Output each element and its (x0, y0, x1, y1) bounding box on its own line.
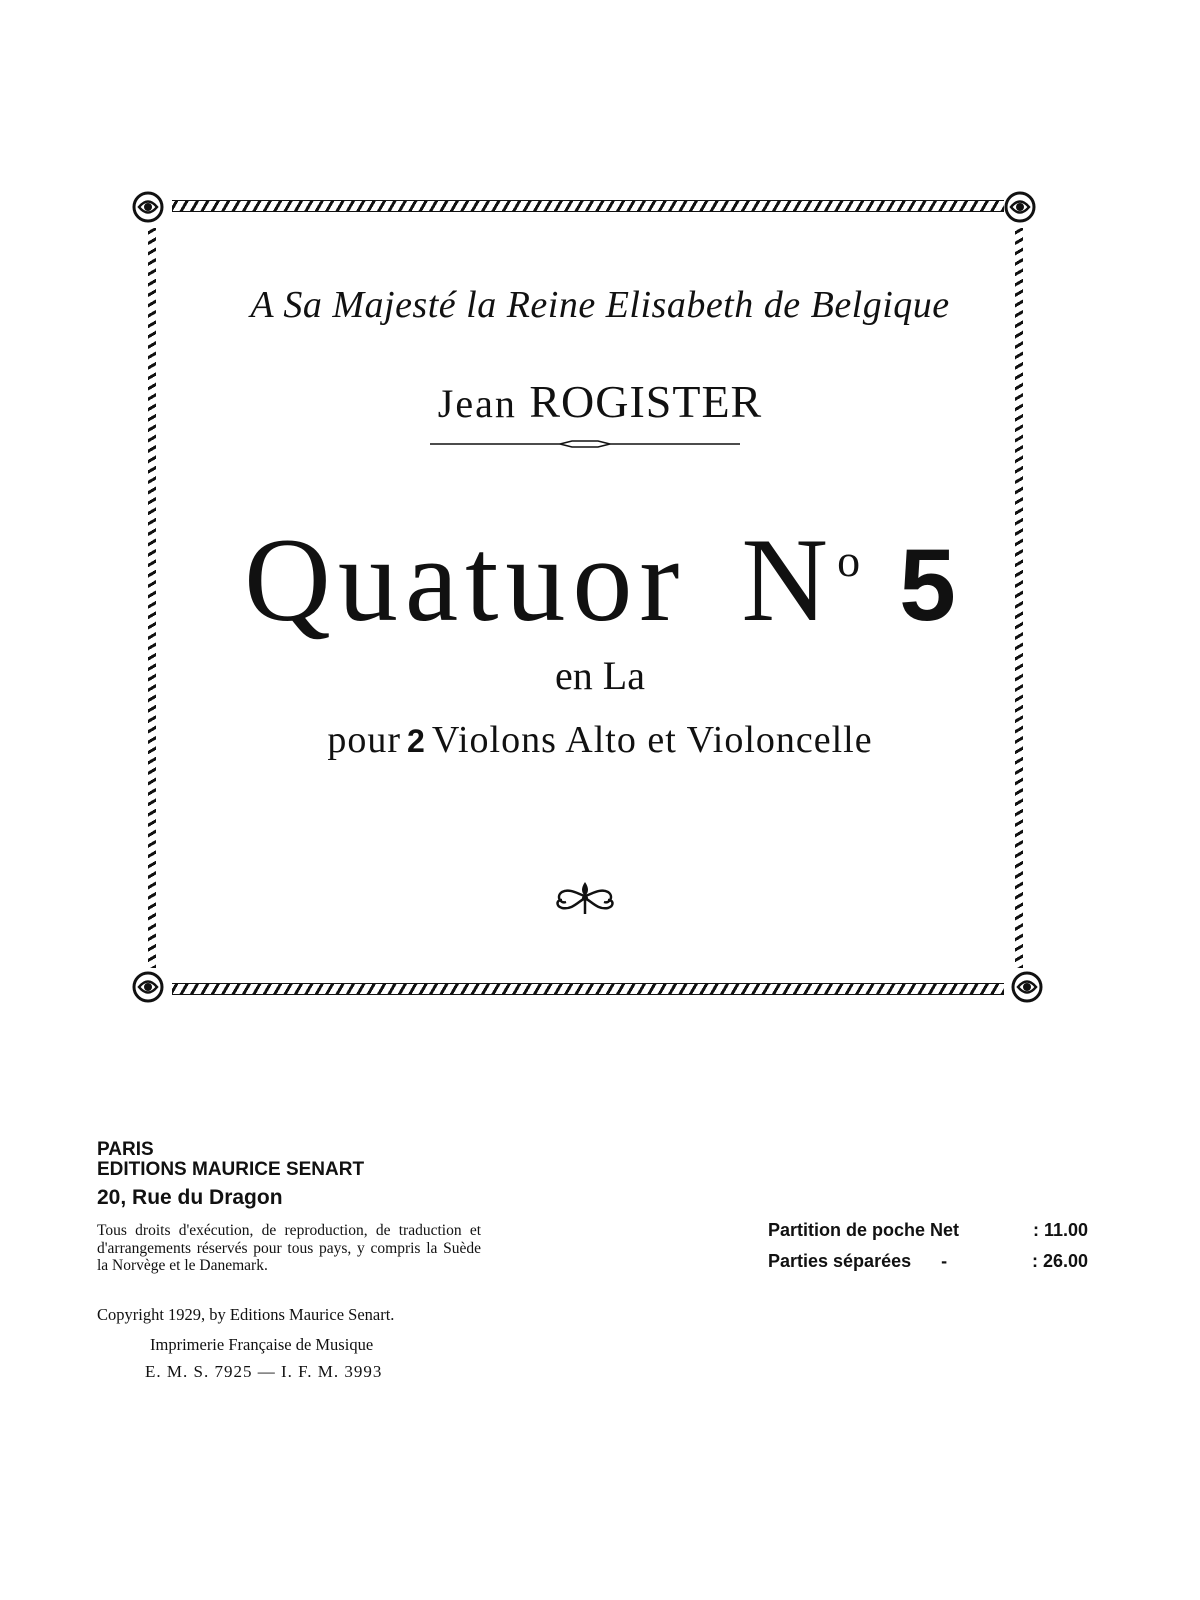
publisher-name: EDITIONS MAURICE SENART (97, 1159, 365, 1180)
composer-name (0, 375, 1200, 428)
price-row (768, 1220, 1088, 1251)
price-list (768, 1220, 1088, 1282)
printer-name: Imprimerie Française de Musique (150, 1335, 374, 1354)
instrumentation-count: 2 (407, 723, 426, 759)
price-label: Partition de poche Net (768, 1220, 960, 1240)
composer-last-name: ROGISTER (529, 376, 763, 427)
work-title-word: Quatuor (244, 513, 687, 646)
divider-rule (430, 439, 740, 449)
instrumentation-prefix: pour (327, 719, 402, 761)
publisher-city: PARIS (97, 1139, 154, 1160)
price-label: Parties séparées - (768, 1251, 948, 1271)
instrumentation-list: Violons Alto et Violoncelle (431, 719, 873, 761)
key-signature: en La (555, 653, 645, 698)
copyright-notice: Copyright 1929, by Editions Maurice Senart. (97, 1305, 395, 1324)
frame-top-border (172, 200, 1004, 212)
price-row (768, 1251, 1088, 1282)
price-value: : 11.00 (1032, 1220, 1088, 1240)
number-superscript: o (837, 535, 868, 586)
catalog-numbers: E. M. S. 7925 — I. F. M. 3993 (145, 1362, 383, 1381)
rose-corner-icon (1010, 970, 1044, 1004)
rose-corner-icon (131, 190, 165, 224)
frame-bottom-border (172, 983, 1004, 995)
fleuron-ornament-icon (548, 878, 622, 918)
instrumentation (0, 718, 1200, 762)
work-number: 5 (899, 528, 956, 642)
publisher-address: 20, Rue du Dragon (97, 1186, 283, 1209)
dedication: A Sa Majesté la Reine Elisabeth de Belgique (250, 284, 950, 326)
rights-notice: Tous droits d'exécution, de reproduction, de traduction et d'arrangements réservés pour tous pays, y compris la Suède la Norvège et le Danemark. (97, 1222, 481, 1274)
work-title (0, 513, 1200, 646)
rose-corner-icon (131, 970, 165, 1004)
rose-corner-icon (1003, 190, 1037, 224)
price-value: : 26.00 (1031, 1251, 1088, 1271)
composer-first-name: Jean (437, 381, 517, 426)
number-prefix: N (741, 513, 836, 646)
